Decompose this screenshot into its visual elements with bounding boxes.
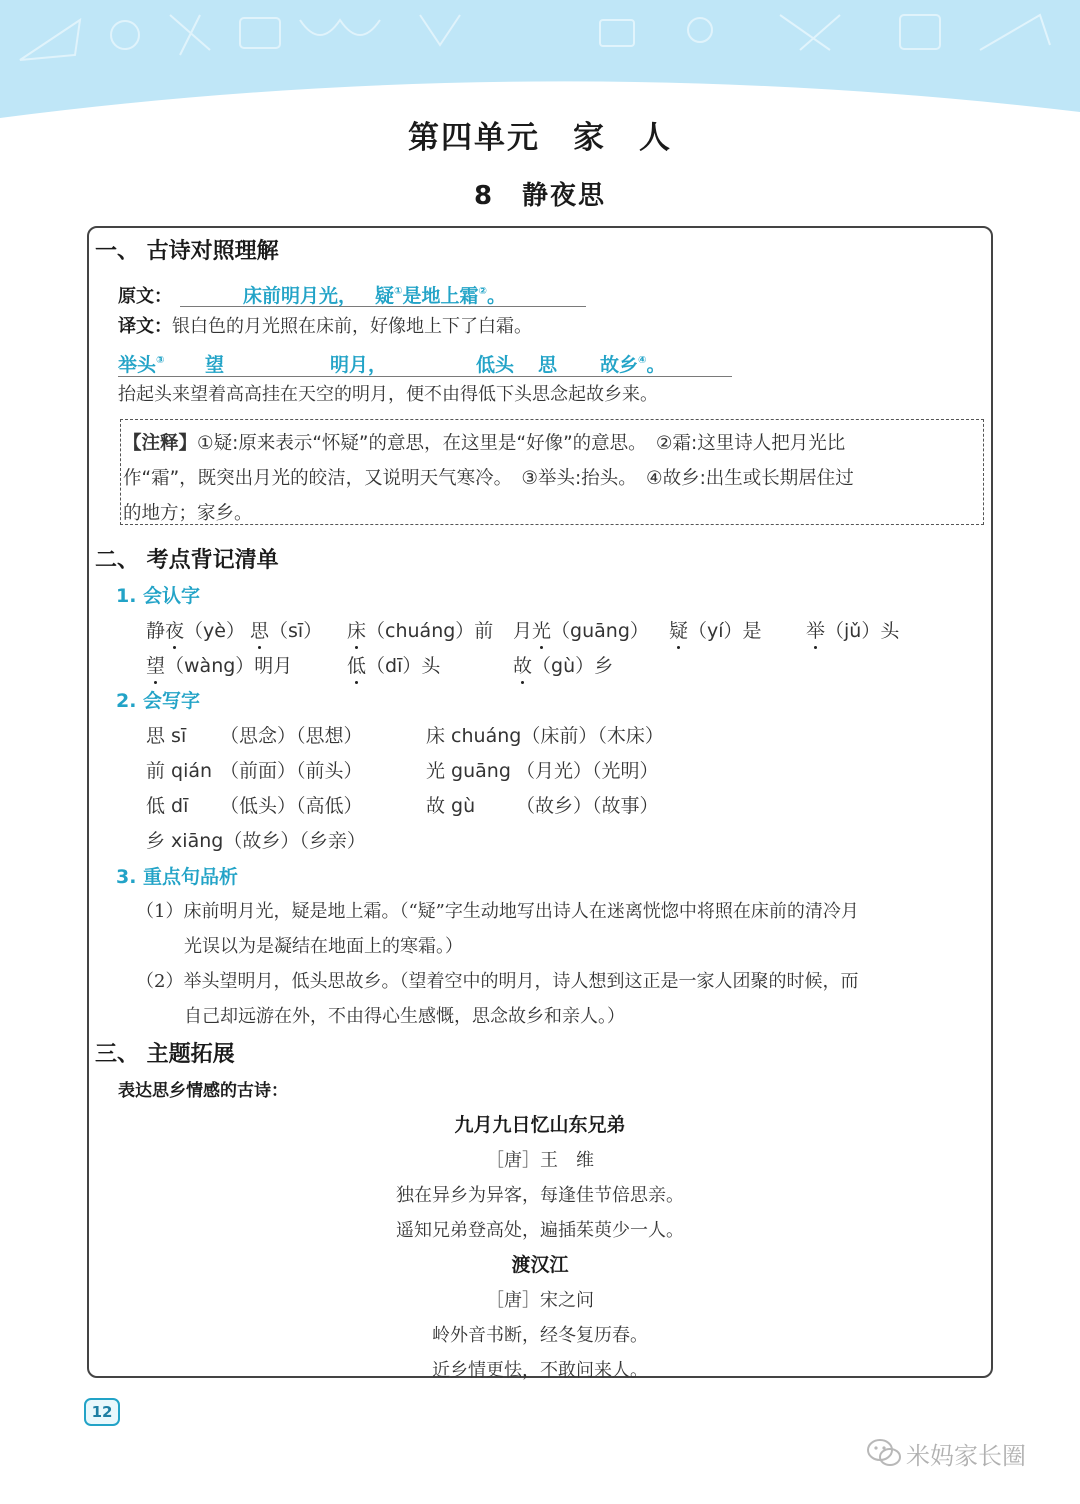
recognize-item [250, 616, 322, 643]
write-item [426, 721, 664, 748]
section3-heading: 三、 主题拓展 [95, 1042, 235, 1067]
recognize-char: 故 [513, 651, 532, 678]
underline-line2 [118, 376, 732, 377]
recognize-pinyin: （gù）乡 [532, 655, 614, 677]
poem-word-mingyue: 明月， [330, 354, 388, 376]
recognize-item [513, 616, 649, 643]
subheading-write: 2. 会写字 [116, 690, 201, 712]
recognize-char: 举 [806, 616, 825, 643]
theme-intro: 表达思乡情感的古诗： [118, 1081, 288, 1101]
write-words: （低头）（高低） [220, 795, 363, 817]
subheading-recognize: 1. 会认字 [116, 585, 201, 607]
recognize-item [347, 616, 493, 643]
recognize-char: 思 [250, 616, 269, 643]
write-words: （月光）（光明） [516, 760, 659, 782]
recognize-pinyin: （yè） [184, 620, 245, 642]
write-words: （前面）（前头） [220, 760, 363, 782]
recognize-pinyin: （chuáng）前 [366, 620, 494, 642]
yiwen-text: 银白色的月光照在床前，好像地上下了白霜。 [172, 316, 532, 337]
note-line3: 的地方；家乡。 [123, 503, 253, 524]
poem-line1-part2: 是地上霜 [402, 285, 479, 307]
poem2-line: 近乡情更怯，不敢问来人。 [432, 1360, 648, 1381]
poem-line1-end: 。 [486, 285, 506, 307]
write-char: 前 qián [146, 760, 213, 782]
poem2-title: 渡汉江 [511, 1254, 569, 1276]
poem-line2-jutou [118, 350, 164, 377]
note-line1 [123, 429, 845, 455]
recognize-pinyin: （sī） [269, 620, 323, 642]
analysis2-line1: （2）举头望明月，低头思故乡。（望着空中的明月，诗人想到这正是一家人团聚的时候，而 [136, 971, 859, 992]
write-char: 光 guāng [426, 760, 511, 782]
poem-line2-end: 。 [646, 354, 666, 376]
analysis1-line2: 光误以为是凝结在地面上的寒霜。） [184, 936, 463, 957]
poem-line1 [243, 281, 506, 308]
yiwen-row [118, 312, 532, 338]
lesson-title: 8 静夜思 [473, 181, 607, 211]
recognize-prefix: 静 [146, 620, 166, 642]
write-char: 故 gù [426, 795, 476, 817]
recognize-item [347, 651, 440, 678]
write-words: （床前）（木床） [521, 725, 664, 747]
yiwen-label: 译文： [118, 316, 172, 337]
note-marker-3: ③ [156, 355, 165, 366]
note-marker-1: ① [394, 286, 403, 297]
recognize-item [513, 651, 613, 678]
wechat-icon [866, 1438, 902, 1472]
recognize-prefix: 月 [513, 620, 533, 642]
recognize-char: 光 [532, 616, 551, 643]
write-words: （故乡）（乡亲） [223, 830, 366, 852]
write-char: 乡 xiāng [146, 830, 224, 852]
recognize-item [669, 616, 762, 643]
poem2-author: ［唐］宋之问 [486, 1290, 594, 1311]
poem1-author: ［唐］王 维 [486, 1150, 594, 1171]
recognize-char: 低 [347, 651, 366, 678]
subheading-analysis: 3. 重点句品析 [116, 866, 239, 888]
analysis2-line2: 自己却远游在外，不由得心生感慨，思念故乡和亲人。） [184, 1006, 625, 1027]
poem2-line: 岭外音书断，经冬复历春。 [432, 1325, 648, 1346]
recognize-pinyin: （guāng） [551, 620, 649, 642]
recognize-char: 床 [347, 616, 366, 643]
poem-line1-part1: 床前明月光， [243, 285, 358, 307]
write-char: 思 sī [146, 725, 187, 747]
recognize-item [146, 651, 292, 678]
poem-word-yi: 疑 [375, 285, 395, 307]
poem1-line: 独在异乡为异客，每逢佳节倍思亲。 [396, 1185, 684, 1206]
poem-word-wang: 望 [205, 354, 225, 376]
poem-word-si: 思 [538, 354, 558, 376]
poem-word-ditou: 低头 [476, 354, 515, 376]
recognize-char: 疑 [669, 616, 688, 643]
recognize-item [806, 616, 899, 643]
page-number: 12 [84, 1398, 120, 1426]
translation2: 抬起头来望着高高挂在天空的明月，便不由得低下头思念起故乡来。 [118, 384, 658, 405]
recognize-pinyin: （jǔ）头 [825, 620, 900, 642]
recognize-char: 夜 [165, 616, 184, 643]
recognize-pinyin: （wàng）明月 [165, 655, 293, 677]
recognize-item [146, 616, 245, 643]
note-marker-4: ④ [638, 355, 647, 366]
analysis1-line1: （1）床前明月光，疑是地上霜。（“疑”字生动地写出诗人在迷离恍惚中将照在床前的清冷月 [136, 901, 859, 922]
underline-line1 [180, 306, 586, 307]
poem-word-jutou: 举头 [118, 354, 157, 376]
write-char: 床 chuáng [426, 725, 522, 747]
note-line1-text: ①疑:原来表示“怀疑”的意思，在这里是“好像”的意思。 ②霜:这里诗人把月光比 [197, 433, 846, 454]
unit-title: 第四单元 家 人 [408, 120, 672, 156]
yuanwen-label: 原文： [118, 286, 172, 307]
poem-word-guxiang [600, 350, 666, 377]
watermark-text: 米妈家长圈 [906, 1442, 1026, 1470]
note-line2: 作“霜”，既突出月光的皎洁，又说明天气寒冷。 ③举头:抬头。 ④故乡:出生或长期居住过 [123, 468, 854, 489]
poem1-line: 遥知兄弟登高处，遍插茱萸少一人。 [396, 1220, 684, 1241]
write-char: 低 dī [146, 795, 189, 817]
write-words: （故乡）（故事） [516, 795, 659, 817]
write-item [146, 826, 366, 853]
section2-heading: 二、 考点背记清单 [95, 548, 279, 573]
poem1-title: 九月九日忆山东兄弟 [454, 1114, 626, 1136]
write-words: （思念）（思想） [220, 725, 363, 747]
recognize-char: 望 [146, 651, 165, 678]
note-label: 【注释】 [123, 433, 198, 454]
note-marker-2: ② [478, 286, 487, 297]
section1-heading: 一、 古诗对照理解 [95, 239, 279, 264]
poem-word-guxiang-text: 故乡 [600, 354, 639, 376]
recognize-pinyin: （dī）头 [366, 655, 441, 677]
recognize-pinyin: （yí）是 [688, 620, 762, 642]
